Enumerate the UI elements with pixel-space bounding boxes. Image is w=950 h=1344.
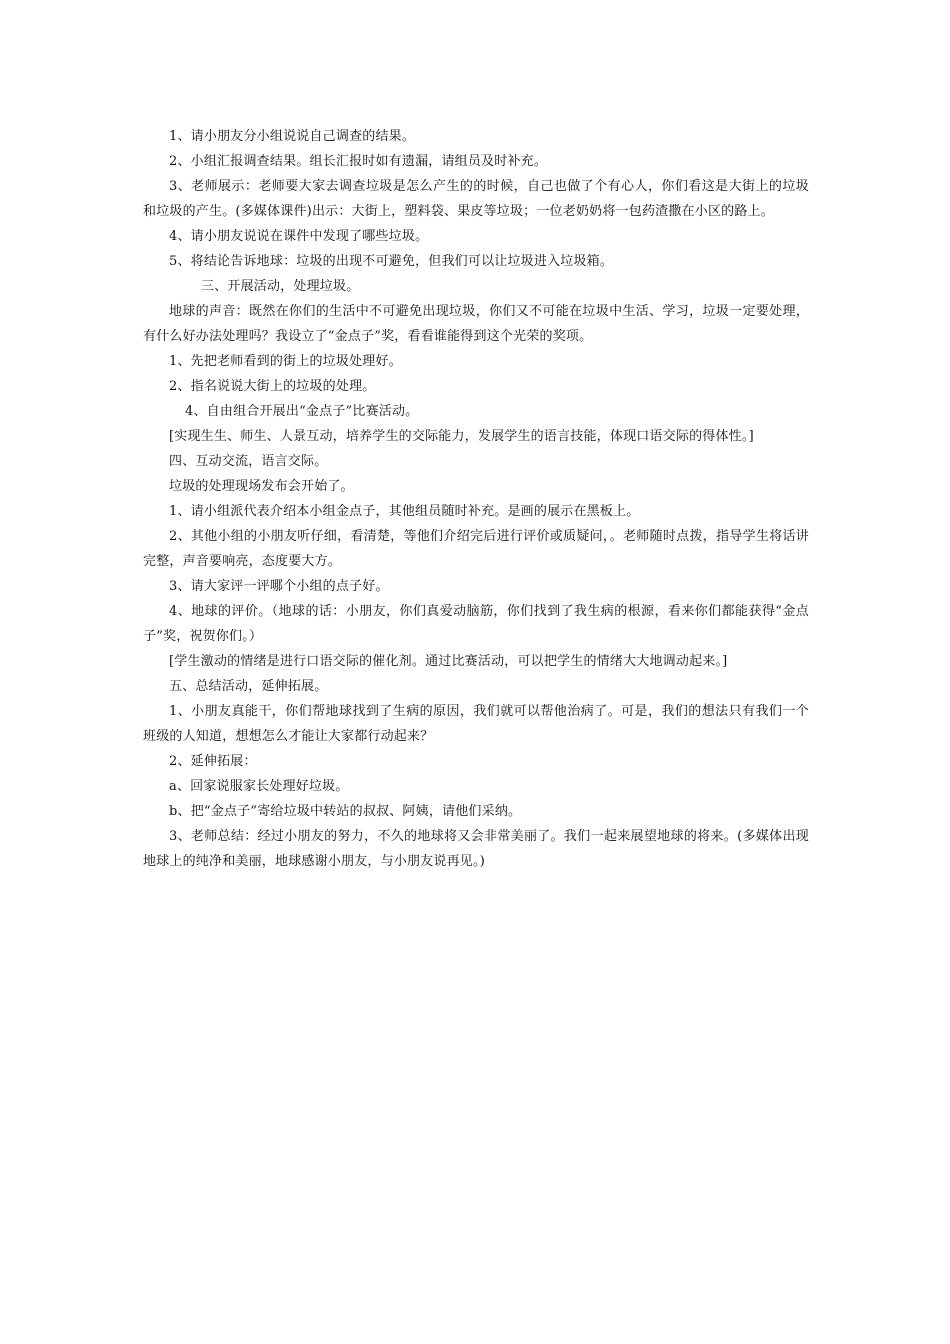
section-heading: 四、互动交流，语言交际。 (169, 454, 328, 469)
document-body (143, 124, 809, 874)
paragraph: 3、老师总结：经过小朋友的努力，不久的地球将又会非常美丽了。我们一起来展望地球的将来。(多媒体出现地球上的纯净和美丽，地球感谢小朋友，与小朋友说再见。) (143, 829, 809, 869)
paragraph: 2、其他小组的小朋友听仔细，看清楚，等他们介绍完后进行评价或质疑问，。老师随时点拨，指导学生将话讲完整，声音要响亮，态度要大方。 (143, 529, 809, 569)
paragraph: 1、请小朋友分小组说说自己调查的结果。 (169, 129, 416, 144)
paragraph: a、回家说服家长处理好垃圾。 (169, 779, 349, 794)
paragraph: 1、先把老师看到的街上的垃圾处理好。 (169, 354, 402, 369)
paragraph: 2、小组汇报调查结果。组长汇报时如有遗漏，请组员及时补充。 (169, 154, 548, 169)
paragraph: 4、请小朋友说说在课件中发现了哪些垃圾。 (169, 229, 429, 244)
section-heading: 五、总结活动，延伸拓展。 (169, 679, 328, 694)
paragraph: 地球的声音：既然在你们的生活中不可避免出现垃圾，你们又不可能在垃圾中生活、学习，垃圾一定要处理，有什么好办法处理吗？我设立了“金点子”奖，看看谁能得到这个光荣的奖项。 (143, 304, 809, 344)
paragraph: 5、将结论告诉地球：垃圾的出现不可避免，但我们可以让垃圾进入垃圾箱。 (169, 254, 614, 269)
paragraph: 2、延伸拓展： (169, 754, 257, 769)
paragraph: 2、指名说说大街上的垃圾的处理。 (169, 379, 376, 394)
paragraph: 3、请大家评一评哪个小组的点子好。 (169, 579, 389, 594)
paragraph: 1、小朋友真能干，你们帮地球找到了生病的原因，我们就可以帮他治病了。可是，我们的想法只有我们一个班级的人知道，想想怎么才能让大家都行动起来？ (143, 704, 809, 744)
paragraph: 1、请小组派代表介绍本小组金点子，其他组员随时补充。是画的展示在黑板上。 (169, 504, 640, 519)
paragraph: [实现生生、师生、人景互动，培养学生的交际能力，发展学生的语言技能，体现口语交际的得体性。] (169, 429, 754, 444)
paragraph: 3、老师展示：老师要大家去调查垃圾是怎么产生的的时候，自己也做了个有心人，你们看这是大街上的垃圾和垃圾的产生。(多媒体课件)出示：大街上，塑料袋、果皮等垃圾；一位老奶奶将一包药渣撒在小区的路上。 (143, 179, 809, 219)
paragraph: 垃圾的处理现场发布会开始了。 (169, 479, 354, 494)
section-heading: 三、开展活动，处理垃圾。 (201, 279, 360, 294)
paragraph: [学生激动的情绪是进行口语交际的催化剂。通过比赛活动，可以把学生的情绪大大地调动起来。] (169, 654, 728, 669)
paragraph: b、把“金点子”寄给垃圾中转站的叔叔、阿姨，请他们采纳。 (169, 804, 522, 819)
paragraph: 4、地球的评价。（地球的话：小朋友，你们真爱动脑筋，你们找到了我生病的根源，看来你们都能获得“金点子”奖，祝贺你们。） (143, 604, 809, 644)
paragraph: 4、自由组合开展出“金点子”比赛活动。 (185, 404, 419, 419)
